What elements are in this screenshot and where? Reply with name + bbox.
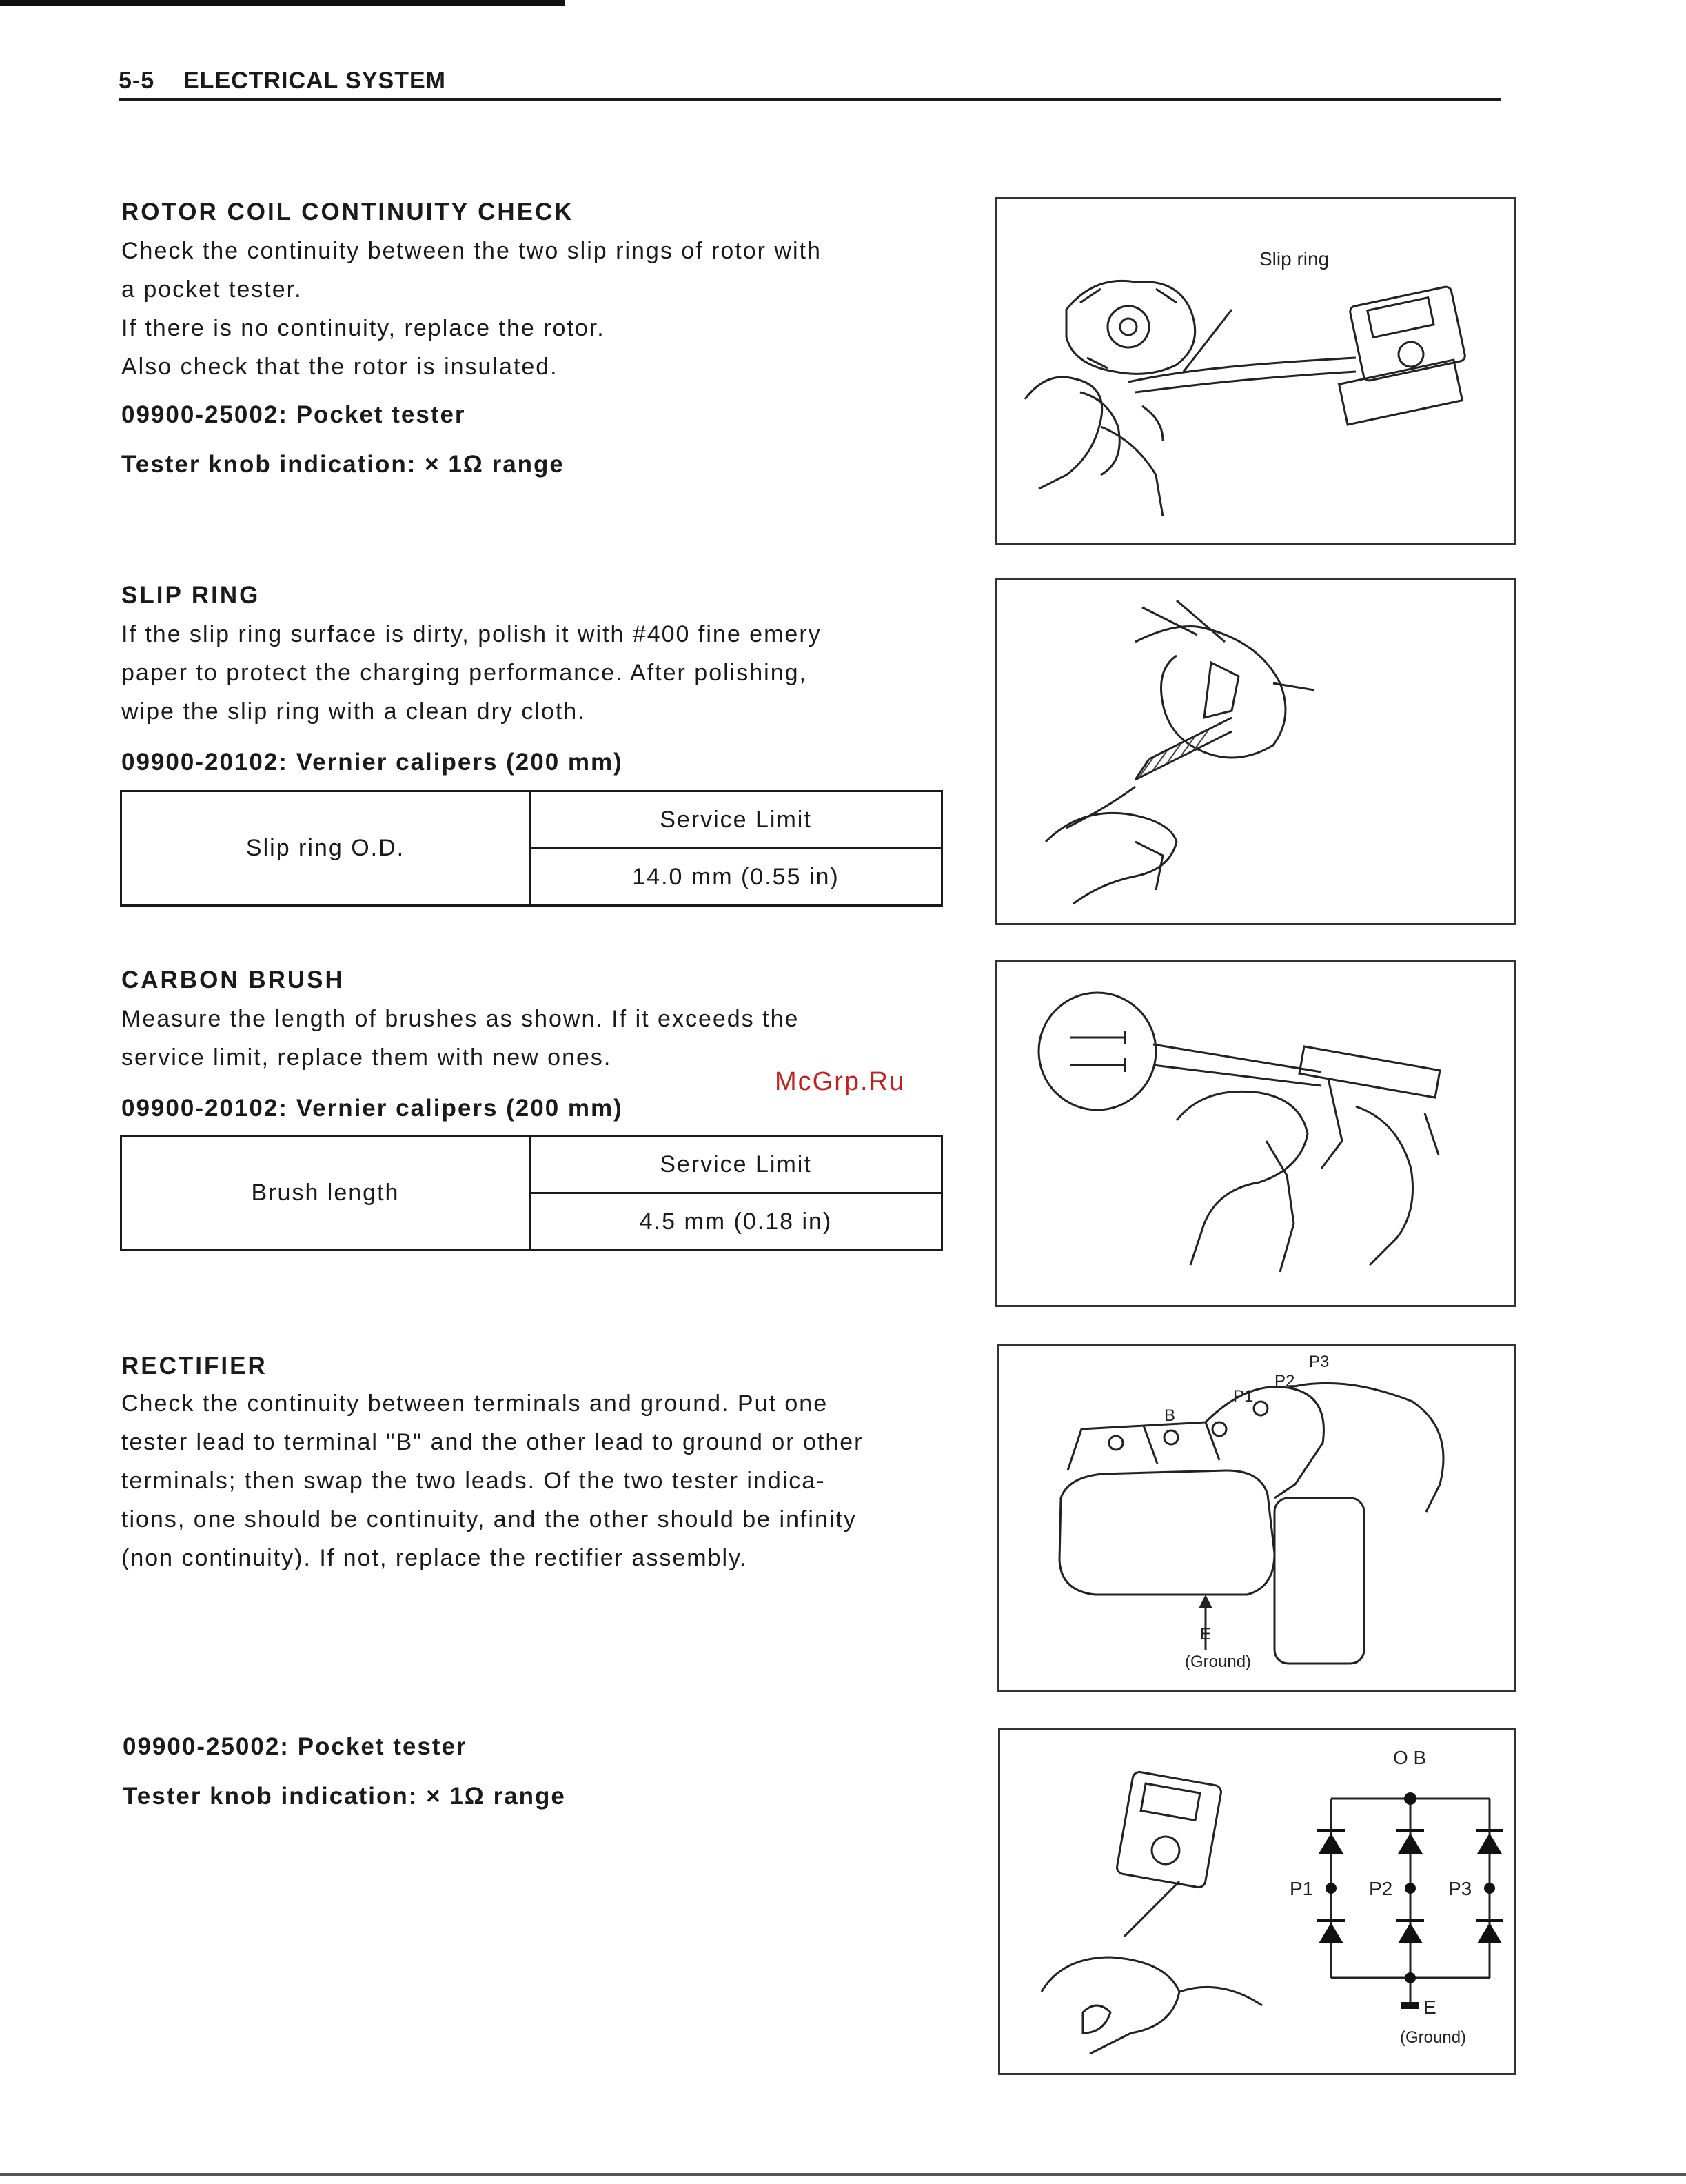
knob-label: Tester knob indication:: [121, 451, 417, 478]
fig5-label-p1: P1: [1290, 1878, 1314, 1899]
fig4-label-e: E: [1200, 1625, 1212, 1644]
rotor-line: a pocket tester.: [121, 276, 303, 303]
slip-line: wipe the slip ring with a clean dry cloth.: [121, 698, 586, 725]
brush-line: Measure the length of brushes as shown. If it exceeds the: [121, 1006, 800, 1032]
tool-name: Vernier calipers (200 mm): [296, 749, 623, 776]
page-title: ELECTRICAL SYSTEM: [183, 68, 446, 94]
knob-label: Tester knob indication:: [123, 1783, 418, 1810]
figure-rectifier-circuit: [998, 1728, 1516, 2075]
tool-code: 09900-25002:: [123, 1733, 290, 1760]
spec-item: Brush length: [121, 1136, 530, 1251]
rectifier-knob: [123, 1783, 566, 1810]
slip-spec-table: [120, 790, 943, 907]
brush-measure-illustration: [997, 962, 1514, 1305]
rotor-heading: ROTOR COIL CONTINUITY CHECK: [121, 199, 574, 225]
rotor-knob: [121, 451, 565, 478]
fig5-label-b: O B: [1393, 1747, 1427, 1768]
rotor-paragraph: [121, 232, 948, 386]
bottom-rule: [0, 2173, 1686, 2176]
rectifier-line: terminals; then swap the two leads. Of the two tester indica-: [121, 1468, 826, 1494]
rectifier-assembly-illustration: [999, 1346, 1514, 1690]
knob-value: × 1Ω range: [426, 1783, 566, 1810]
fig5-label-p3: P3: [1448, 1878, 1472, 1899]
page-number: 5-5: [119, 68, 155, 94]
fig4-label-p1: P1: [1233, 1387, 1254, 1406]
brush-heading: CARBON BRUSH: [121, 967, 345, 993]
slip-paragraph: [121, 615, 948, 731]
fig5-label-p2: P2: [1369, 1878, 1393, 1899]
figure-rotor-continuity: [995, 197, 1516, 545]
spec-item: Slip ring O.D.: [121, 791, 530, 906]
slip-tool: [121, 749, 623, 776]
rectifier-line: Check the continuity between terminals and ground. Put one: [121, 1391, 829, 1417]
header-rule: [119, 98, 1501, 101]
tool-name: Pocket tester: [297, 1733, 467, 1760]
tool-code: 09900-20102:: [121, 1095, 288, 1122]
slip-ring-label: Slip ring: [1259, 248, 1330, 270]
knob-value: × 1Ω range: [425, 451, 565, 478]
rotor-line: Check the continuity between the two slip rings of rotor with: [121, 238, 822, 264]
fig4-label-p3: P3: [1309, 1353, 1330, 1371]
brush-paragraph: [121, 1000, 948, 1077]
tool-name: Vernier calipers (200 mm): [296, 1095, 623, 1122]
slip-line: If the slip ring surface is dirty, polish it with #400 fine emery: [121, 621, 822, 647]
fig5-label-ground: (Ground): [1400, 2028, 1467, 2047]
fig4-label-b: B: [1164, 1406, 1176, 1425]
rotor-line: If there is no continuity, replace the rotor.: [121, 315, 605, 341]
rectifier-line: tions, one should be continuity, and the other should be infinity: [121, 1506, 857, 1533]
brush-tool: [121, 1095, 623, 1122]
tool-code: 09900-20102:: [121, 749, 288, 776]
spec-value: 14.0 mm (0.55 in): [530, 849, 942, 906]
fig4-label-p2: P2: [1274, 1372, 1295, 1391]
spec-header: Service Limit: [530, 1136, 942, 1193]
slip-line: paper to protect the charging performance. After polishing,: [121, 660, 807, 686]
fig5-label-e: E: [1423, 1996, 1436, 2018]
rectifier-paragraph: [121, 1384, 948, 1577]
brush-spec-table: [120, 1135, 943, 1251]
polish-illustration: [997, 580, 1514, 923]
rectifier-circuit-diagram: [1000, 1730, 1514, 2073]
spec-header: Service Limit: [530, 791, 942, 849]
slip-heading: SLIP RING: [121, 582, 261, 609]
fig4-label-ground: (Ground): [1185, 1652, 1252, 1671]
watermark: McGrp.Ru: [775, 1067, 906, 1096]
rotor-tool: [121, 401, 466, 429]
brush-line: service limit, replace them with new ones.: [121, 1044, 612, 1071]
rotor-tester-illustration: [997, 199, 1514, 543]
top-edge-bar: [0, 0, 565, 6]
rectifier-tool: [123, 1733, 467, 1761]
tool-name: Pocket tester: [296, 401, 466, 428]
figure-rectifier-assembly: [997, 1344, 1516, 1692]
figure-slip-ring-polish: [995, 578, 1516, 925]
figure-brush-measure: [995, 960, 1516, 1307]
tool-code: 09900-25002:: [121, 401, 288, 428]
spec-value: 4.5 mm (0.18 in): [530, 1193, 942, 1251]
rectifier-line: (non continuity). If not, replace the rectifier assembly.: [121, 1545, 748, 1571]
rectifier-line: tester lead to terminal "B" and the other lead to ground or other: [121, 1429, 864, 1455]
rectifier-heading: RECTIFIER: [121, 1353, 267, 1379]
rotor-line: Also check that the rotor is insulated.: [121, 354, 558, 380]
